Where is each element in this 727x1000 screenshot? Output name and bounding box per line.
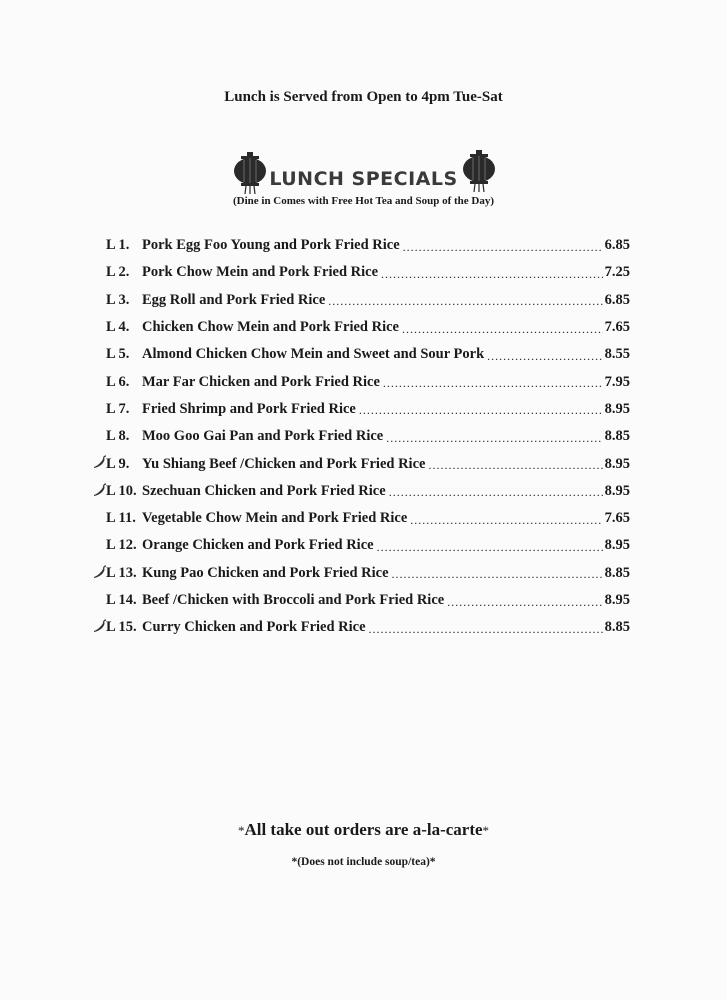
item-name: Mar Far Chicken and Pork Fried Rice <box>142 373 380 390</box>
dot-leader <box>383 373 603 391</box>
item-name: Szechuan Chicken and Pork Fried Rice <box>142 482 386 499</box>
item-price: 7.95 <box>604 373 630 390</box>
chili-pepper-icon <box>91 565 107 579</box>
list-item <box>90 423 630 450</box>
item-code: L 10. <box>106 482 137 499</box>
dot-leader <box>386 428 602 446</box>
item-code: L 4. <box>106 319 130 336</box>
list-item <box>90 532 630 559</box>
item-code: L 8. <box>106 428 130 445</box>
item-name: Curry Chicken and Pork Fried Rice <box>142 619 366 636</box>
item-code: L 6. <box>106 373 130 390</box>
list-item <box>90 368 630 395</box>
item-price: 8.95 <box>604 455 630 472</box>
list-item <box>90 478 630 505</box>
dot-leader <box>392 564 603 582</box>
item-code: L 12. <box>106 537 137 554</box>
item-price: 8.95 <box>604 537 630 554</box>
lantern-icon <box>462 150 496 192</box>
item-price: 8.85 <box>604 619 630 636</box>
item-name: Kung Pao Chicken and Pork Fried Rice <box>142 564 389 581</box>
chili-pepper-icon <box>91 483 107 497</box>
list-item <box>90 396 630 423</box>
takeout-note: *(Does not include soup/tea)* <box>291 856 436 868</box>
menu-list <box>90 232 630 641</box>
item-code: L 14. <box>106 592 137 608</box>
list-item <box>90 614 630 641</box>
item-name: Fried Shrimp and Pork Fried Rice <box>142 400 356 417</box>
takeout-star-left: * <box>237 823 245 838</box>
list-item <box>90 560 630 587</box>
item-code: L 13. <box>106 564 137 581</box>
item-code: L 9. <box>106 455 130 472</box>
item-name: Orange Chicken and Pork Fried Rice <box>142 537 374 554</box>
dot-leader <box>402 319 603 337</box>
item-code: L 3. <box>106 291 130 308</box>
page-title: LUNCH SPECIALS <box>269 168 458 190</box>
item-price: 6.85 <box>604 291 630 308</box>
item-name: Beef /Chicken with Broccoli and Pork Fried Rice <box>142 592 445 608</box>
dot-leader <box>428 455 602 473</box>
item-name: Egg Roll and Pork Fried Rice <box>142 291 326 308</box>
item-price: 7.65 <box>604 510 630 527</box>
dot-leader <box>381 264 603 282</box>
item-price: 6.85 <box>604 237 630 254</box>
item-code: L 7. <box>106 400 130 417</box>
list-item <box>90 587 630 614</box>
list-item <box>90 259 630 286</box>
item-name: Chicken Chow Mein and Pork Fried Rice <box>142 319 399 336</box>
item-code: L 5. <box>106 346 130 363</box>
dot-leader <box>359 400 603 418</box>
item-name: Yu Shiang Beef /Chicken and Pork Fried Rice <box>142 455 426 472</box>
takeout-notice <box>0 820 727 840</box>
item-name: Pork Egg Foo Young and Pork Fried Rice <box>142 237 400 254</box>
item-code: L 15. <box>106 619 137 636</box>
item-price: 7.65 <box>604 319 630 336</box>
item-price: 8.85 <box>604 428 630 445</box>
item-name: Vegetable Chow Mein and Pork Fried Rice <box>142 510 408 527</box>
chili-pepper-icon <box>91 455 107 469</box>
item-code: L 2. <box>106 264 130 281</box>
list-item <box>90 341 630 368</box>
item-price: 8.95 <box>604 482 630 499</box>
dot-leader <box>328 291 602 309</box>
list-item <box>90 232 630 259</box>
dot-leader <box>403 237 603 255</box>
takeout-star-right: * <box>482 823 490 838</box>
list-item <box>90 505 630 532</box>
list-item <box>90 314 630 341</box>
item-code: L 11. <box>106 510 136 527</box>
item-price: 8.85 <box>604 564 630 581</box>
item-price: 8.95 <box>604 592 630 608</box>
dot-leader <box>389 482 603 500</box>
dot-leader <box>487 346 602 364</box>
specials-subtitle: (Dine in Comes with Free Hot Tea and Soup of the Day) <box>232 195 495 207</box>
item-name: Pork Chow Mein and Pork Fried Rice <box>142 264 379 281</box>
chili-pepper-icon <box>91 619 107 633</box>
dot-leader <box>410 510 602 528</box>
list-item <box>90 287 630 314</box>
item-price: 7.25 <box>604 264 630 281</box>
specials-header <box>0 152 727 196</box>
dot-leader <box>369 619 603 637</box>
item-code: L 1. <box>106 237 130 254</box>
item-name: Moo Goo Gai Pan and Pork Fried Rice <box>142 428 384 445</box>
item-name: Almond Chicken Chow Mein and Sweet and Sour Pork <box>142 346 485 363</box>
item-price: 8.55 <box>604 346 630 363</box>
list-item <box>90 450 630 477</box>
item-price: 8.95 <box>604 400 630 417</box>
dot-leader <box>447 592 602 610</box>
dot-leader <box>377 537 603 555</box>
serve-hours: Lunch is Served from Open to 4pm Tue-Sat <box>224 89 503 105</box>
takeout-text: All take out orders are a-la-carte <box>244 820 483 839</box>
